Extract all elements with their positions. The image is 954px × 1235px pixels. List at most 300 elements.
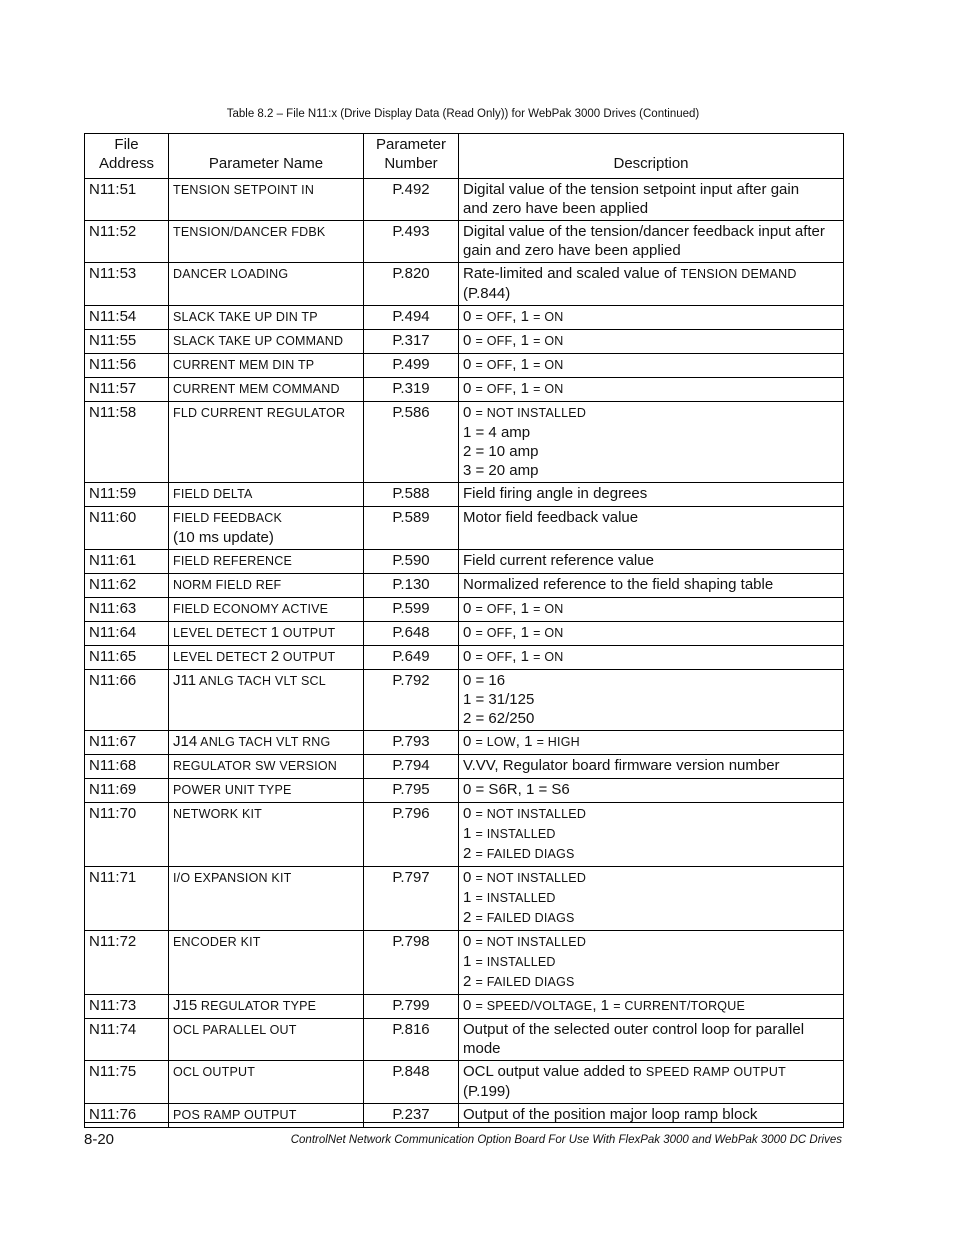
description-line	[463, 690, 839, 709]
file-address-cell: N11:67	[85, 731, 169, 755]
text-segment: 3 = 20 amp	[463, 462, 539, 479]
parameter-name-cell	[169, 803, 364, 867]
description-cell	[459, 354, 844, 378]
description-line	[463, 508, 839, 527]
header-file-address	[85, 134, 169, 179]
text-segment: 1	[463, 825, 476, 842]
description-line	[463, 379, 839, 399]
text-segment: 0	[463, 624, 476, 641]
text-segment: 0 = 16	[463, 672, 506, 689]
text-segment: , 1	[512, 648, 534, 665]
text-segment: Output of the selected outer control loop for parallel	[463, 1021, 805, 1038]
text-segment: 0	[463, 380, 476, 397]
text-segment: (P.199)	[463, 1083, 511, 1100]
description-line	[463, 307, 839, 327]
file-address-cell: N11:56	[85, 354, 169, 378]
parameter-name-cell	[169, 995, 364, 1019]
file-address-cell: N11:64	[85, 622, 169, 646]
parameter-number-cell: P.816	[364, 1019, 459, 1061]
text-segment: Output of the position major loop ramp block	[463, 1106, 758, 1123]
text-segment: 0	[463, 805, 476, 822]
parameter-number-cell: P.792	[364, 670, 459, 731]
description-line	[463, 241, 839, 260]
text-segment: 2 = 62/250	[463, 710, 535, 727]
small-caps-text: = INSTALLED	[475, 955, 556, 969]
small-caps-text: OUTPUT	[279, 626, 336, 640]
description-line	[463, 355, 839, 375]
text-segment: OCL output value added to	[463, 1063, 646, 1080]
description-cell	[459, 670, 844, 731]
text-segment: , 1	[512, 356, 534, 373]
table-row	[85, 731, 844, 755]
small-caps-text: LEVEL DETECT	[173, 650, 271, 664]
text-segment: 0	[463, 997, 476, 1014]
small-caps-text: CURRENT MEM DIN TP	[173, 358, 315, 372]
table-row	[85, 402, 844, 483]
parameter-number-cell: P.494	[364, 306, 459, 330]
parameter-number-cell: P.796	[364, 803, 459, 867]
parameter-number-cell: P.798	[364, 931, 459, 995]
file-address-cell: N11:61	[85, 550, 169, 574]
small-caps-text: CURRENT MEM COMMAND	[173, 382, 340, 396]
parameter-name-cell	[169, 179, 364, 221]
text-segment: 0	[463, 600, 476, 617]
text-segment: , 1	[512, 624, 534, 641]
text-segment: Normalized reference to the field shaping table	[463, 576, 774, 593]
text-segment: Field firing angle in degrees	[463, 485, 648, 502]
small-caps-text: = OFF	[475, 626, 513, 640]
file-address-cell: N11:59	[85, 483, 169, 507]
header-file-address-line: File	[114, 136, 139, 153]
text-segment: 0	[463, 308, 476, 325]
small-caps-text: DANCER LOADING	[173, 267, 289, 281]
parameter-name-cell	[169, 550, 364, 574]
description-line	[463, 1020, 839, 1039]
small-caps-text: = OFF	[475, 650, 513, 664]
parameter-number-cell: P.793	[364, 731, 459, 755]
description-cell	[459, 574, 844, 598]
description-line	[463, 647, 839, 667]
table-row	[85, 354, 844, 378]
small-caps-text: SPEED RAMP OUTPUT	[645, 1065, 786, 1079]
small-caps-text: = ON	[533, 358, 564, 372]
description-cell	[459, 330, 844, 354]
table-row	[85, 263, 844, 306]
file-address-cell: N11:68	[85, 755, 169, 779]
file-address-cell: N11:62	[85, 574, 169, 598]
description-cell	[459, 221, 844, 263]
description-cell	[459, 483, 844, 507]
description-line	[463, 222, 839, 241]
text-segment: 0	[463, 733, 476, 750]
parameter-number-cell: P.237	[364, 1104, 459, 1128]
parameter-name-cell	[169, 731, 364, 755]
small-caps-text: OCL OUTPUT	[173, 1065, 256, 1079]
small-caps-text: TENSION/DANCER FDBK	[173, 225, 326, 239]
small-caps-text: = OFF	[475, 310, 513, 324]
file-address-cell: N11:76	[85, 1104, 169, 1128]
text-segment: (P.844)	[463, 285, 511, 302]
parameter-name-cell	[169, 755, 364, 779]
description-cell	[459, 1104, 844, 1128]
description-cell	[459, 622, 844, 646]
table-row	[85, 755, 844, 779]
description-line	[463, 423, 839, 442]
parameter-name-cell	[169, 378, 364, 402]
parameter-number-cell: P.590	[364, 550, 459, 574]
text-segment: 2	[463, 909, 476, 926]
small-caps-text: ANLG TACH VLT SCL	[196, 674, 326, 688]
parameter-name-cell	[169, 622, 364, 646]
small-caps-text: NETWORK KIT	[173, 807, 263, 821]
text-segment: mode	[463, 1040, 501, 1057]
parameter-number-cell: P.493	[364, 221, 459, 263]
small-caps-text: = INSTALLED	[475, 827, 556, 841]
file-address-cell: N11:51	[85, 179, 169, 221]
header-description: Description	[459, 134, 844, 179]
description-cell	[459, 803, 844, 867]
small-caps-text: = OFF	[475, 358, 513, 372]
table-body	[85, 179, 844, 1128]
parameter-name-cell	[169, 507, 364, 550]
description-cell	[459, 550, 844, 574]
file-address-cell: N11:66	[85, 670, 169, 731]
parameter-name-cell	[169, 670, 364, 731]
description-cell	[459, 646, 844, 670]
table-row	[85, 995, 844, 1019]
small-caps-text: = HIGH	[536, 735, 580, 749]
description-line	[463, 908, 839, 928]
description-cell	[459, 306, 844, 330]
small-caps-text: = FAILED DIAGS	[475, 911, 575, 925]
description-cell	[459, 263, 844, 306]
text-segment: 1 = 31/125	[463, 691, 535, 708]
header-parameter-number	[364, 134, 459, 179]
file-address-cell: N11:74	[85, 1019, 169, 1061]
parameter-name-cell	[169, 931, 364, 995]
file-address-cell: N11:54	[85, 306, 169, 330]
small-caps-text: FIELD ECONOMY ACTIVE	[173, 602, 329, 616]
text-segment: Field current reference value	[463, 552, 654, 569]
description-line	[463, 996, 839, 1016]
description-line	[463, 972, 839, 992]
text-segment: , 1	[512, 332, 534, 349]
description-line	[463, 1082, 839, 1101]
description-cell	[459, 598, 844, 622]
page-number: 8-20	[84, 1131, 115, 1148]
parameter-number-cell: P.794	[364, 755, 459, 779]
table-row	[85, 779, 844, 803]
small-caps-text: TENSION DEMAND	[680, 267, 797, 281]
description-cell	[459, 867, 844, 931]
parameter-name-cell	[169, 1104, 364, 1128]
text-segment: , 1	[592, 997, 614, 1014]
parameter-table	[84, 133, 844, 1128]
text-segment: 2	[270, 648, 280, 665]
description-line	[463, 1062, 839, 1082]
small-caps-text: = ON	[533, 310, 564, 324]
text-segment: 0	[463, 404, 476, 421]
file-address-cell: N11:55	[85, 330, 169, 354]
table-row	[85, 598, 844, 622]
parameter-name-cell	[169, 354, 364, 378]
small-caps-text: OCL PARALLEL OUT	[173, 1023, 297, 1037]
small-caps-text: SLACK TAKE UP DIN TP	[173, 310, 318, 324]
description-line	[463, 804, 839, 824]
text-segment: Motor field feedback value	[463, 509, 639, 526]
small-caps-text: = OFF	[475, 382, 513, 396]
text-segment: Rate-limited and scaled value of	[463, 265, 681, 282]
file-address-cell: N11:53	[85, 263, 169, 306]
description-line	[463, 442, 839, 461]
description-line	[463, 180, 839, 199]
description-line	[463, 599, 839, 619]
table-row	[85, 1104, 844, 1128]
parameter-number-cell: P.589	[364, 507, 459, 550]
file-address-cell: N11:71	[85, 867, 169, 931]
small-caps-text: = NOT INSTALLED	[475, 807, 587, 821]
text-segment: 0 = S6R, 1 = S6	[463, 781, 570, 798]
text-segment: 0	[463, 869, 476, 886]
small-caps-text: TENSION SETPOINT IN	[173, 183, 315, 197]
description-cell	[459, 179, 844, 221]
small-caps-text: POWER UNIT TYPE	[173, 783, 292, 797]
table-row	[85, 1061, 844, 1104]
table-row	[85, 803, 844, 867]
parameter-name-cell	[169, 483, 364, 507]
parameter-number-cell: P.820	[364, 263, 459, 306]
description-line	[463, 952, 839, 972]
parameter-number-cell: P.797	[364, 867, 459, 931]
small-caps-text: REGULATOR SW VERSION	[173, 759, 337, 773]
parameter-number-cell: P.588	[364, 483, 459, 507]
text-segment: , 1	[512, 600, 534, 617]
small-caps-text: = CURRENT/TORQUE	[613, 999, 745, 1013]
small-caps-text: = ON	[533, 626, 564, 640]
text-segment: Digital value of the tension/dancer feedback input after	[463, 223, 825, 240]
text-segment: , 1	[515, 733, 537, 750]
small-caps-text: = FAILED DIAGS	[475, 847, 575, 861]
parameter-number-cell: P.799	[364, 995, 459, 1019]
text-segment: 0	[463, 332, 476, 349]
parameter-name-cell	[169, 779, 364, 803]
parameter-name-cell	[169, 263, 364, 306]
small-caps-text: = ON	[533, 334, 564, 348]
small-caps-text: FLD CURRENT REGULATOR	[173, 406, 346, 420]
text-segment: J15	[173, 997, 198, 1014]
description-line	[463, 824, 839, 844]
table-row	[85, 179, 844, 221]
table-caption: Table 8.2 – File N11:x (Drive Display Data (Read Only)) for WebPak 3000 Drives (Continued)	[226, 108, 700, 120]
small-caps-text: LEVEL DETECT	[173, 626, 271, 640]
file-address-cell: N11:52	[85, 221, 169, 263]
parameter-number-cell: P.319	[364, 378, 459, 402]
text-segment: 0	[463, 648, 476, 665]
description-line	[463, 888, 839, 908]
description-cell	[459, 1061, 844, 1104]
parameter-name-cell	[169, 306, 364, 330]
file-address-cell: N11:63	[85, 598, 169, 622]
text-segment: and zero have been applied	[463, 200, 649, 217]
text-segment: , 1	[512, 308, 534, 325]
file-address-cell: N11:58	[85, 402, 169, 483]
description-cell	[459, 1019, 844, 1061]
text-segment: V.VV, Regulator board firmware version number	[463, 757, 780, 774]
parameter-name-cell	[169, 330, 364, 354]
description-line	[463, 756, 839, 775]
small-caps-text: REGULATOR TYPE	[197, 999, 317, 1013]
table-row	[85, 646, 844, 670]
description-cell	[459, 402, 844, 483]
description-line	[463, 780, 839, 799]
parameter-number-cell: P.649	[364, 646, 459, 670]
header-file-address-line: Address	[98, 155, 155, 172]
small-caps-text: = LOW	[475, 735, 516, 749]
text-segment: J14	[173, 733, 198, 750]
footer-title: ControlNet Network Communication Option Board For Use With FlexPak 3000 and WebPak 3000 DC Drives	[290, 1134, 842, 1146]
description-line	[463, 461, 839, 480]
file-address-cell: N11:70	[85, 803, 169, 867]
table-row	[85, 1019, 844, 1061]
table-row	[85, 574, 844, 598]
description-line	[463, 403, 839, 423]
description-line	[463, 1039, 839, 1058]
table-row	[85, 330, 844, 354]
small-caps-text: = SPEED/VOLTAGE	[475, 999, 593, 1013]
small-caps-text: = NOT INSTALLED	[475, 935, 587, 949]
parameter-number-cell: P.795	[364, 779, 459, 803]
text-segment: 0	[463, 933, 476, 950]
table-row	[85, 306, 844, 330]
parameter-name-cell	[169, 646, 364, 670]
parameter-number-cell: P.599	[364, 598, 459, 622]
small-caps-text: NORM FIELD REF	[173, 578, 282, 592]
file-address-cell: N11:57	[85, 378, 169, 402]
header-parameter-name: Parameter Name	[169, 134, 364, 179]
small-caps-text: = ON	[533, 382, 564, 396]
description-cell	[459, 779, 844, 803]
parameter-number-cell: P.848	[364, 1061, 459, 1104]
parameter-number-cell: P.586	[364, 402, 459, 483]
description-line	[463, 932, 839, 952]
small-caps-text: SLACK TAKE UP COMMAND	[173, 334, 344, 348]
small-caps-text: I/O EXPANSION KIT	[173, 871, 292, 885]
small-caps-text: FIELD REFERENCE	[173, 554, 292, 568]
header-parameter-number-line: Parameter	[375, 136, 447, 153]
parameter-name-cell	[169, 574, 364, 598]
text-segment: 1	[270, 624, 280, 641]
text-segment: Digital value of the tension setpoint input after gain	[463, 181, 800, 198]
parameter-name-cell	[169, 1019, 364, 1061]
file-address-cell: N11:65	[85, 646, 169, 670]
description-cell	[459, 731, 844, 755]
table-row	[85, 483, 844, 507]
table-row	[85, 867, 844, 931]
description-line	[463, 484, 839, 503]
small-caps-text: = FAILED DIAGS	[475, 975, 575, 989]
parameter-number-cell: P.648	[364, 622, 459, 646]
text-segment: 1 = 4 amp	[463, 424, 531, 441]
small-caps-text: = NOT INSTALLED	[475, 871, 587, 885]
small-caps-text: = OFF	[475, 334, 513, 348]
file-address-cell: N11:72	[85, 931, 169, 995]
parameter-number-cell: P.492	[364, 179, 459, 221]
description-line	[463, 868, 839, 888]
footer-rule	[84, 1122, 843, 1123]
text-segment: 2	[463, 973, 476, 990]
table-row	[85, 378, 844, 402]
file-address-cell: N11:69	[85, 779, 169, 803]
table-row	[85, 550, 844, 574]
table-row	[85, 507, 844, 550]
table-header	[85, 134, 844, 179]
small-caps-text: OUTPUT	[279, 650, 336, 664]
parameter-name-cell	[169, 1061, 364, 1104]
description-line	[463, 844, 839, 864]
parameter-name-cell	[169, 867, 364, 931]
file-address-cell: N11:60	[85, 507, 169, 550]
description-line	[463, 551, 839, 570]
text-segment: gain and zero have been applied	[463, 242, 681, 259]
parameter-name-cell	[169, 402, 364, 483]
text-segment: J11	[173, 672, 197, 689]
small-caps-text: ENCODER KIT	[173, 935, 261, 949]
parameter-number-cell: P.317	[364, 330, 459, 354]
table-row	[85, 221, 844, 263]
table-row	[85, 931, 844, 995]
table-row	[85, 622, 844, 646]
text-segment: 1	[463, 953, 476, 970]
description-line	[463, 709, 839, 728]
parameter-name-cell	[169, 598, 364, 622]
small-caps-text: FIELD DELTA	[173, 487, 253, 501]
text-segment: 0	[463, 356, 476, 373]
parameter-number-cell: P.130	[364, 574, 459, 598]
small-caps-text: = ON	[533, 602, 564, 616]
file-address-cell: N11:73	[85, 995, 169, 1019]
file-address-cell: N11:75	[85, 1061, 169, 1104]
parameter-name-cell	[169, 221, 364, 263]
description-line	[463, 732, 839, 752]
text-segment: 1	[463, 889, 476, 906]
description-line	[463, 199, 839, 218]
text-segment: , 1	[512, 380, 534, 397]
description-cell	[459, 755, 844, 779]
description-cell	[459, 995, 844, 1019]
parameter-number-cell: P.499	[364, 354, 459, 378]
text-segment: 2 = 10 amp	[463, 443, 539, 460]
description-cell	[459, 931, 844, 995]
text-segment: (10 ms update)	[173, 529, 274, 546]
description-line	[463, 331, 839, 351]
header-parameter-number-line: Number	[384, 155, 438, 172]
small-caps-text: FIELD FEEDBACK	[173, 511, 283, 525]
table-row	[85, 670, 844, 731]
description-line	[463, 575, 839, 594]
small-caps-text: = OFF	[475, 602, 513, 616]
description-line	[463, 623, 839, 643]
description-cell	[459, 378, 844, 402]
small-caps-text: = ON	[533, 650, 564, 664]
description-cell	[459, 507, 844, 550]
small-caps-text: = INSTALLED	[475, 891, 556, 905]
small-caps-text: = NOT INSTALLED	[475, 406, 587, 420]
small-caps-text: ANLG TACH VLT RNG	[197, 735, 331, 749]
text-segment: 2	[463, 845, 476, 862]
description-line	[463, 671, 839, 690]
small-caps-text: POS RAMP OUTPUT	[173, 1108, 297, 1122]
description-line	[463, 284, 839, 303]
